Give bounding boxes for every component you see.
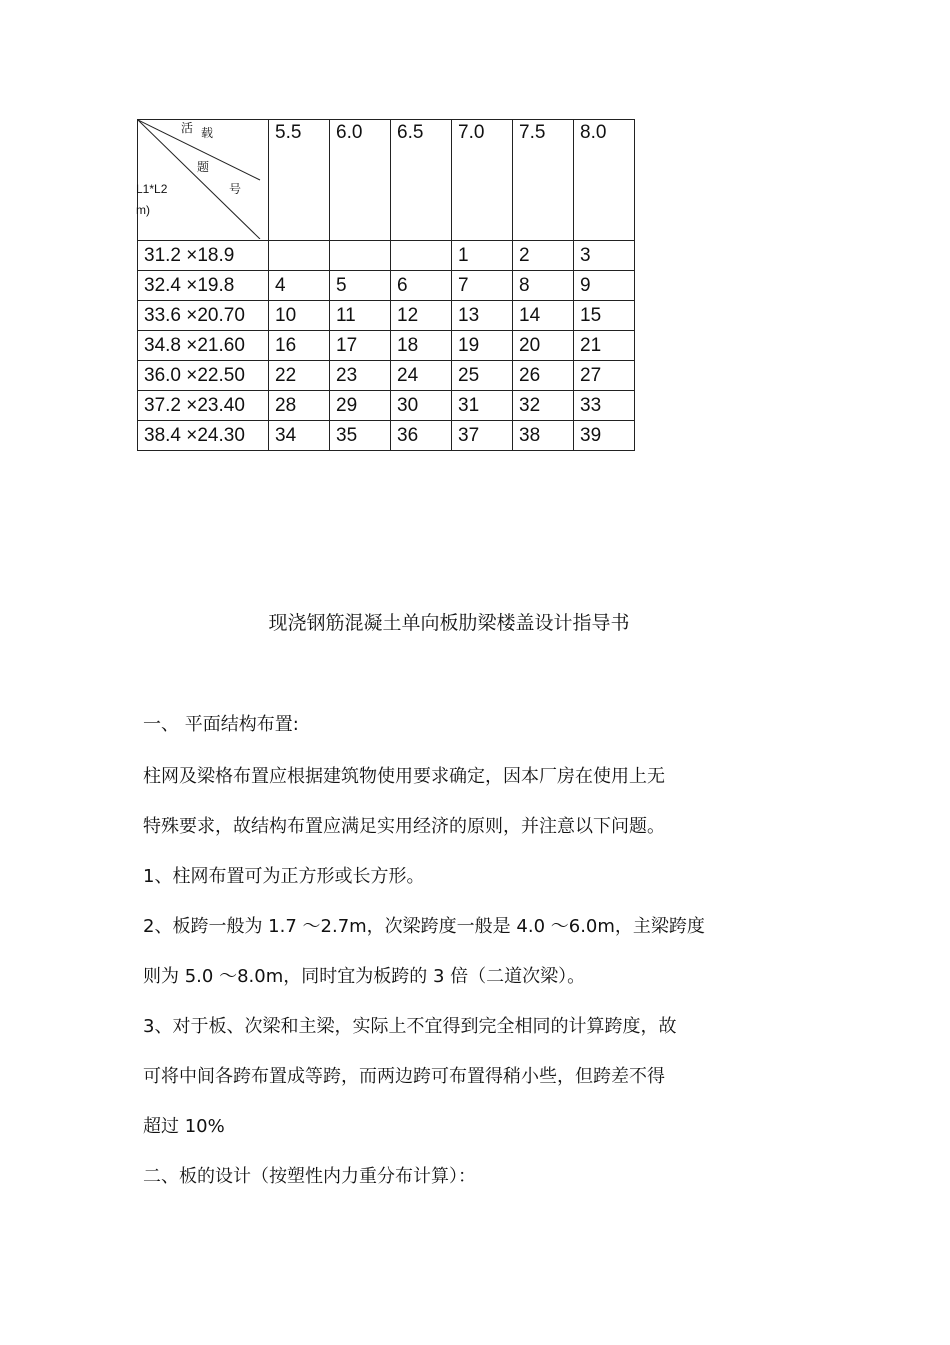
problem-cell: 34 [269, 421, 330, 451]
table-row [138, 301, 635, 331]
diagonal-header-cell [138, 120, 269, 241]
problem-cell: 16 [269, 331, 330, 361]
size-cell: 31.2 ×18.9 [138, 241, 269, 271]
list-item-2: 2、板跨一般为 1.7 ～2.7m，次梁跨度一般是 4.0 ～6.0m，主梁跨度 [143, 916, 705, 937]
problem-cell: 23 [330, 361, 391, 391]
problem-cell: 9 [574, 271, 635, 301]
size-cell: 38.4 ×24.30 [138, 421, 269, 451]
problem-cell: 35 [330, 421, 391, 451]
table-row [138, 391, 635, 421]
size-cell: 33.6 ×20.70 [138, 301, 269, 331]
paragraph-line: 特殊要求，故结构布置应满足实用经济的原则，并注意以下问题。 [143, 816, 665, 837]
problem-cell: 24 [391, 361, 452, 391]
table-row [138, 241, 635, 271]
problem-cell: 6 [391, 271, 452, 301]
problem-cell: 26 [513, 361, 574, 391]
diag-label-l1l2: L1*L2 [136, 182, 168, 196]
problem-cell: 30 [391, 391, 452, 421]
problem-cell: 19 [452, 331, 513, 361]
load-header: 7.0 [452, 120, 513, 241]
document-title: 现浇钢筋混凝土单向板肋梁楼盖设计指导书 [268, 612, 630, 634]
problem-cell [391, 241, 452, 271]
problem-cell: 5 [330, 271, 391, 301]
list-item-2-cont: 则为 5.0 ～8.0m，同时宜为板跨的 3 倍（二道次梁）。 [143, 966, 586, 987]
problem-cell: 3 [574, 241, 635, 271]
diag-label-ti: 题 [197, 160, 210, 174]
problem-cell: 29 [330, 391, 391, 421]
problem-cell: 22 [269, 361, 330, 391]
size-cell: 32.4 ×19.8 [138, 271, 269, 301]
list-item-3: 3、对于板、次梁和主梁，实际上不宜得到完全相同的计算跨度，故 [143, 1016, 677, 1037]
problem-cell: 7 [452, 271, 513, 301]
load-header: 6.5 [391, 120, 452, 241]
problem-cell: 37 [452, 421, 513, 451]
section-heading-1: 一、 平面结构布置: [143, 714, 299, 735]
problem-cell: 13 [452, 301, 513, 331]
problem-cell [330, 241, 391, 271]
problem-cell: 21 [574, 331, 635, 361]
list-item-3-cont: 超过 10% [143, 1116, 225, 1137]
size-cell: 37.2 ×23.40 [138, 391, 269, 421]
problem-cell: 10 [269, 301, 330, 331]
diag-label-huo: 活 [181, 121, 194, 135]
problem-cell: 1 [452, 241, 513, 271]
size-cell: 36.0 ×22.50 [138, 361, 269, 391]
problem-cell: 18 [391, 331, 452, 361]
section-heading-2: 二、板的设计（按塑性内力重分布计算）： [143, 1166, 476, 1187]
problem-cell: 33 [574, 391, 635, 421]
table-header-row [138, 120, 635, 241]
table-row [138, 271, 635, 301]
problem-cell: 17 [330, 331, 391, 361]
paragraph-line: 柱网及梁格布置应根据建筑物使用要求确定，因本厂房在使用上无 [143, 766, 665, 787]
problem-cell: 32 [513, 391, 574, 421]
problem-cell [269, 241, 330, 271]
problem-cell: 36 [391, 421, 452, 451]
problem-cell: 4 [269, 271, 330, 301]
table-row [138, 361, 635, 391]
problem-cell: 27 [574, 361, 635, 391]
assignment-table [137, 119, 635, 451]
problem-cell: 14 [513, 301, 574, 331]
problem-cell: 25 [452, 361, 513, 391]
table-row [138, 421, 635, 451]
load-header: 7.5 [513, 120, 574, 241]
size-cell: 34.8 ×21.60 [138, 331, 269, 361]
problem-cell: 2 [513, 241, 574, 271]
problem-cell: 31 [452, 391, 513, 421]
load-header: 6.0 [330, 120, 391, 241]
load-header: 5.5 [269, 120, 330, 241]
diag-label-hao: 号 [229, 182, 242, 196]
problem-cell: 8 [513, 271, 574, 301]
list-item-3-cont: 可将中间各跨布置成等跨，而两边跨可布置得稍小些，但跨差不得 [143, 1066, 665, 1087]
problem-cell: 38 [513, 421, 574, 451]
problem-cell: 15 [574, 301, 635, 331]
problem-cell: 12 [391, 301, 452, 331]
load-header: 8.0 [574, 120, 635, 241]
diag-label-zai: 载 [201, 126, 214, 140]
problem-cell: 11 [330, 301, 391, 331]
problem-cell: 39 [574, 421, 635, 451]
diag-label-m: m) [136, 203, 150, 217]
list-item-1: 1、柱网布置可为正方形或长方形。 [143, 866, 425, 887]
problem-cell: 28 [269, 391, 330, 421]
table-row [138, 331, 635, 361]
problem-cell: 20 [513, 331, 574, 361]
